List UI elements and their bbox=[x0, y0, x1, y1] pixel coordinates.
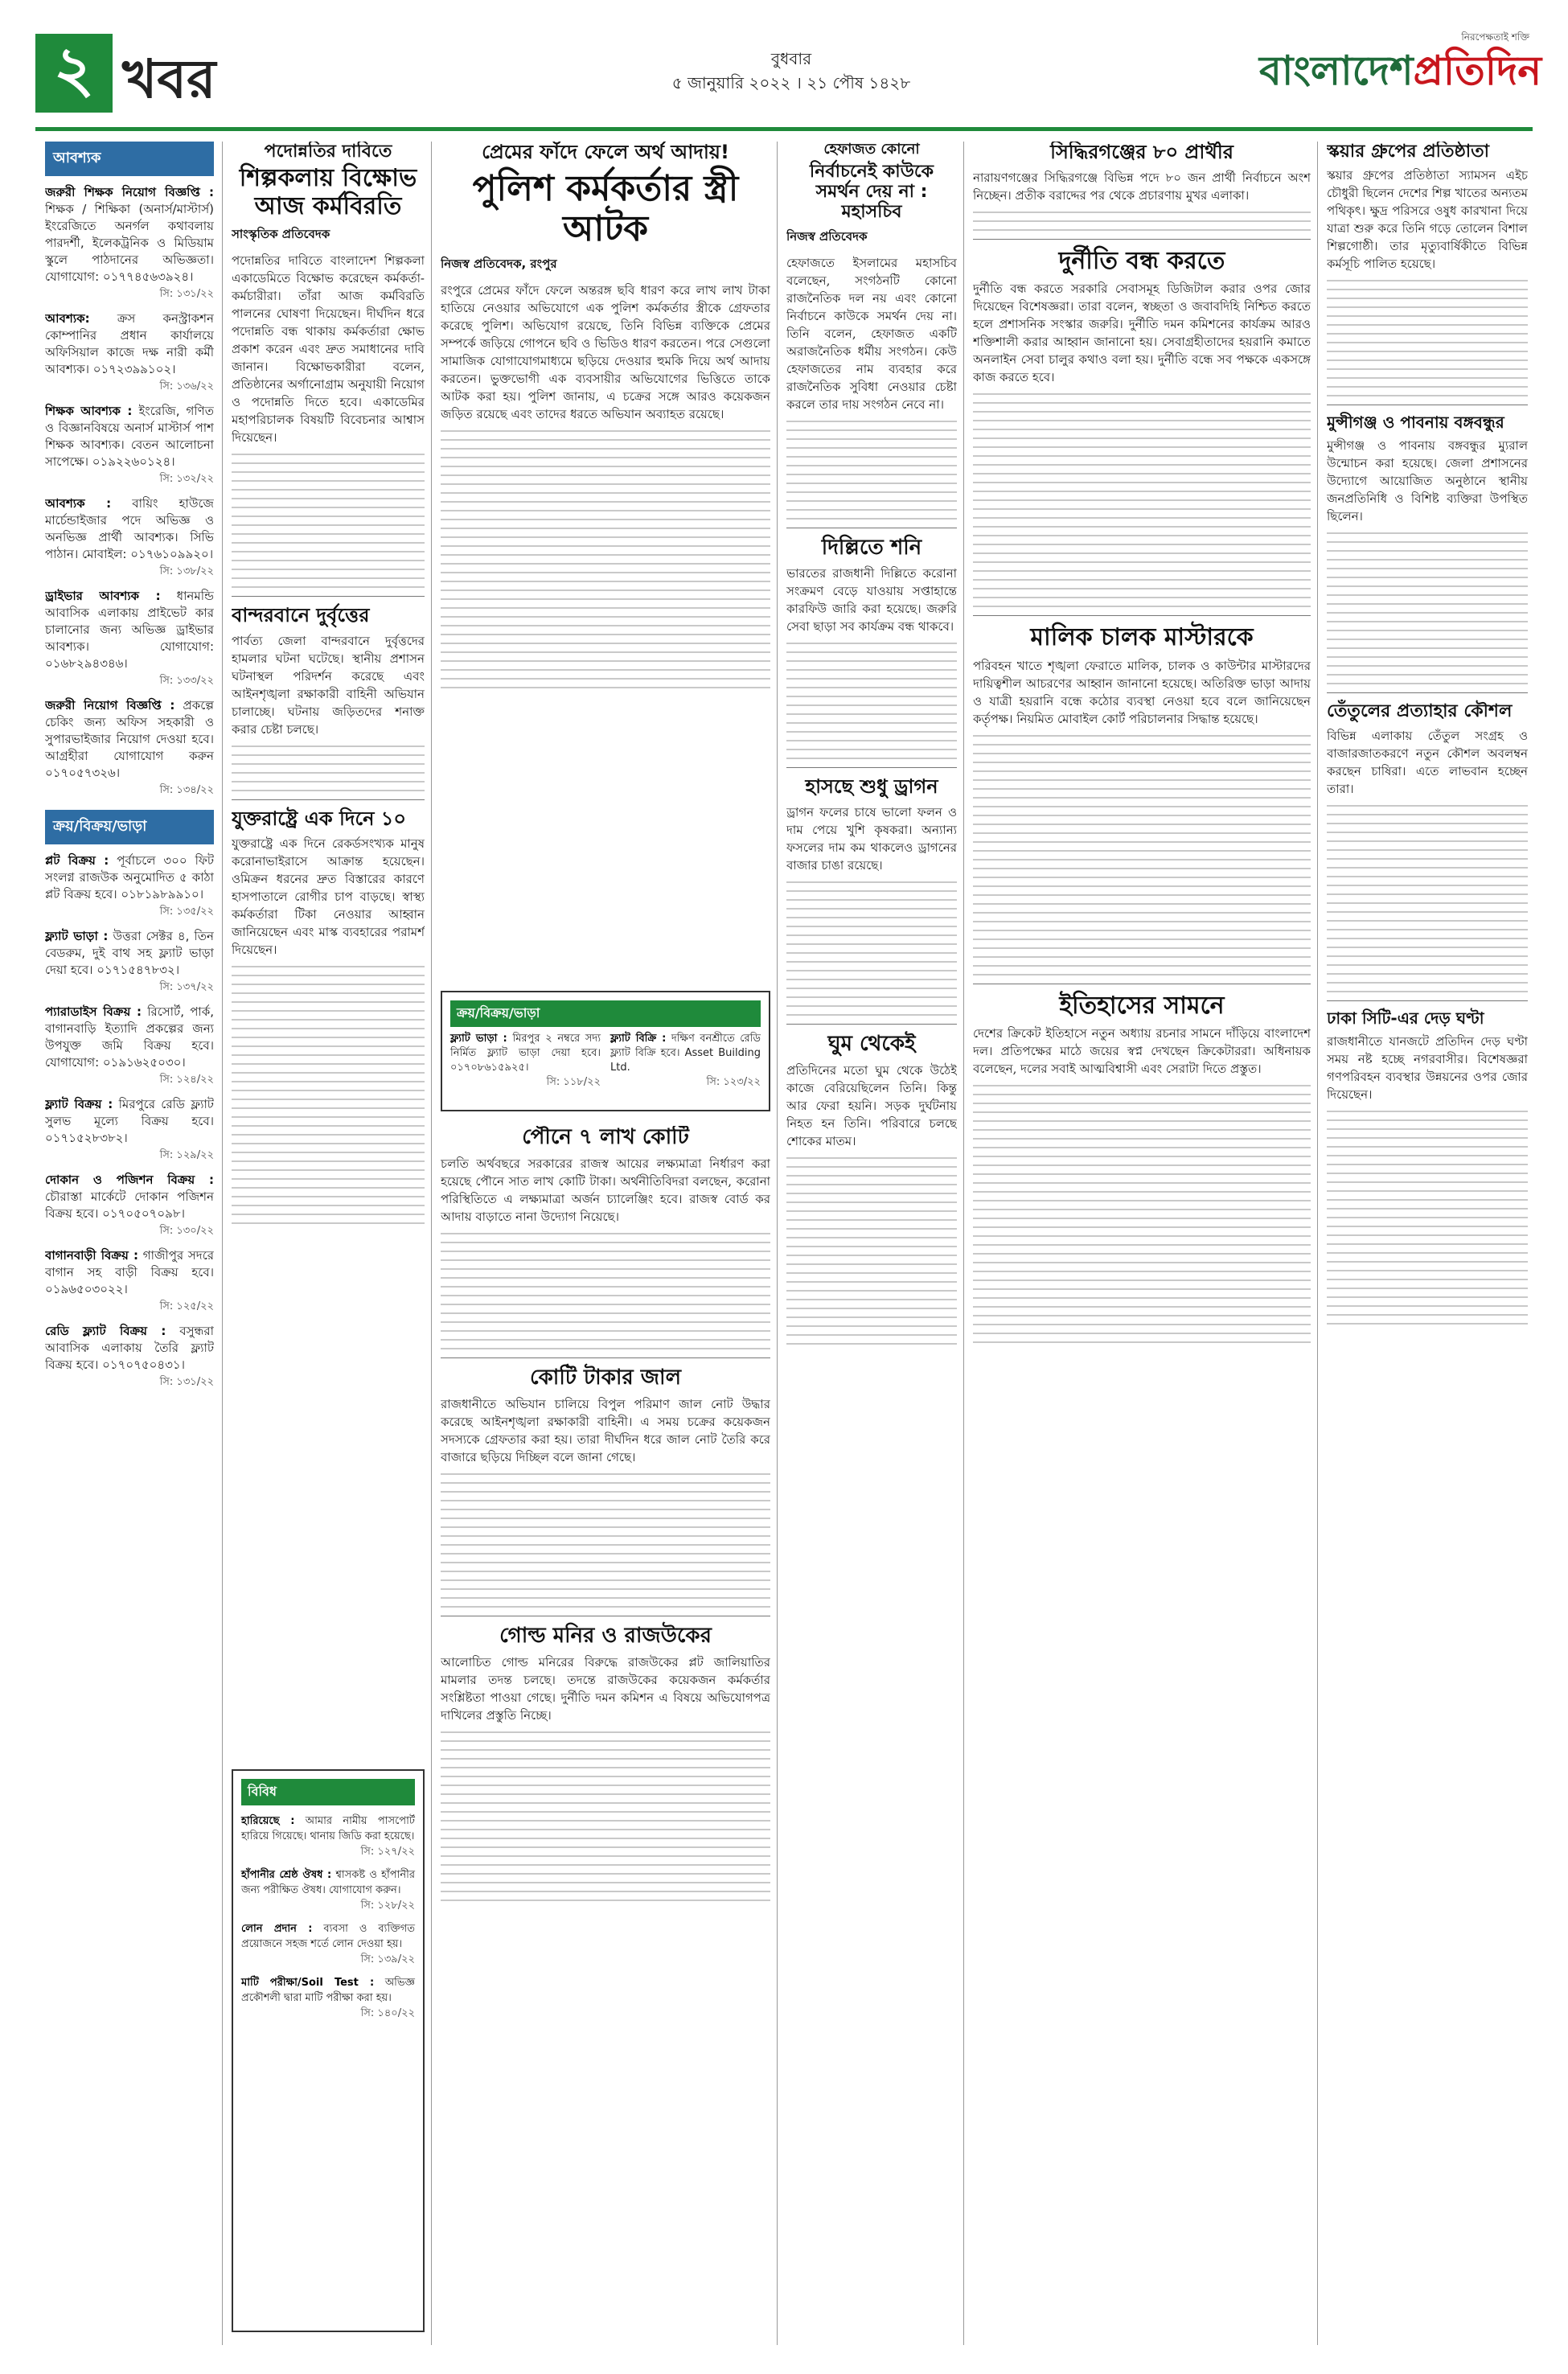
sale-text: মিরপুরে রেডি ফ্ল্যাট সুলভ মূল্যে বিক্রয় হবে। ০১৭১৫২৮৩৮২। bbox=[45, 1097, 214, 1145]
sale-title: প্লট বিক্রয় : bbox=[45, 853, 109, 868]
sale-list bbox=[45, 852, 214, 1390]
classified-item bbox=[45, 310, 214, 395]
sale-title: দোকান ও পজিশন বিক্রয় : bbox=[45, 1173, 214, 1187]
mini-classified-item bbox=[610, 1032, 761, 1090]
sirajganj-story[interactable] bbox=[973, 142, 1311, 231]
sale-title: প্যারাডাইস বিক্রয় : bbox=[45, 1004, 142, 1019]
sale-title: ফ্ল্যাট ভাড়া : bbox=[45, 929, 109, 943]
text-filler bbox=[786, 421, 957, 520]
us-story[interactable] bbox=[232, 808, 425, 1225]
misc-title: মাটি পরীক্ষা/Soil Test : bbox=[241, 1977, 375, 1989]
sale-ref: সি: ১২৪/২২ bbox=[159, 1074, 214, 1086]
divider bbox=[232, 596, 425, 597]
misc-text: ব্যবসা ও ব্যক্তিগত প্রয়োজনে সহজ শর্তে লোন দেওয়া হয়। bbox=[241, 1923, 415, 1950]
port-body: পার্বত্য জেলা বান্দরবানে দুর্বৃত্তদের হামলার ঘটনা ঘটেছে। স্থানীয় প্রশাসন ঘটনাস্থল পরিদর্শন করেছে এবং আইনশৃঙ্খলা রক্ষাকারী বাহিনী অভিযান চালাচ্ছে। ঘটনায় জড়িতদের শনাক্ত করার চেষ্টা চলছে। bbox=[232, 633, 425, 737]
ghum-headline: ঘুম থেকেই bbox=[827, 1032, 916, 1057]
misc-ref: সি: ১৪০/২২ bbox=[360, 2007, 415, 2019]
tetul-headline: তেঁতুলের প্রত্যাহার কৌশল bbox=[1327, 701, 1513, 722]
misc-item bbox=[241, 1975, 415, 2021]
misc-title: হাঁপানীর শ্রেষ্ঠ ঔষধ : bbox=[241, 1869, 332, 1881]
itihas-headline: ইতিহাসের সামনে bbox=[1059, 991, 1225, 1020]
malik-story[interactable] bbox=[973, 624, 1311, 975]
munshiganj-story[interactable] bbox=[1327, 413, 1528, 684]
text-filler bbox=[1327, 1111, 1528, 1325]
durniti-headline: দুর্নীতি বন্ধ করতে bbox=[1058, 246, 1225, 275]
sale-item bbox=[45, 1004, 214, 1088]
sirajganj-headline: সিদ্ধিরগঞ্জের ৮০ প্রার্থীর bbox=[1050, 142, 1233, 163]
brand-tagline: নিরপেক্ষতাই শক্তি bbox=[1461, 31, 1529, 43]
sub-body: চলতি অর্থবছরে সরকারের রাজস্ব আয়ের লক্ষ্যমাত্রা নির্ধারণ করা হয়েছে পৌনে সাত লাখ কোটি টাকা। অর্থনীতিবিদরা বলছেন, করোনা পরিস্থিতিতে এ লক্ষ্যমাত্রা অর্জন চ্যালেঞ্জিং হবে। রাজস্ব বোর্ড কর আদায় বাড়াতে নানা উদ্যোগ নিয়েছে। bbox=[441, 1156, 770, 1224]
divider bbox=[232, 799, 425, 800]
misc-text: শ্বাসকষ্ট ও হাঁপানীর জন্য পরীক্ষিত ঔষধ। যোগাযোগ করুন। bbox=[241, 1869, 415, 1896]
sub-headline: পৌনে ৭ লাখ কোটি bbox=[522, 1126, 689, 1149]
classified-text: প্রকল্পে চেকিং জন্য অফিস সহকারী ও সুপারভাইজার নিয়োগ দেওয়া হবে। আগ্রহীরা যোগাযোগ করুন ০১৭০৫৭৩২৬। bbox=[45, 698, 214, 780]
sub-headline: গোল্ড মনির ও রাজউকের bbox=[499, 1623, 712, 1648]
classified-item bbox=[45, 588, 214, 689]
misc-text: আমার নামীয় পাসপোর্ট হারিয়ে গিয়েছে। থানায় জিডি করা হয়েছে। bbox=[241, 1815, 415, 1842]
divider bbox=[786, 1024, 957, 1025]
sale-ref: সি: ১৩০/২২ bbox=[159, 1225, 214, 1237]
classified-title: জরুরী নিয়োগ বিজ্ঞপ্তি : bbox=[45, 698, 175, 713]
text-filler bbox=[232, 745, 425, 791]
art-kicker: পদোন্নতির দাবিতে bbox=[264, 142, 392, 162]
munshiganj-headline: মুন্সীগঞ্জ ও পাবনায় বঙ্গবন্ধুর bbox=[1327, 413, 1504, 433]
ghum-story[interactable] bbox=[786, 1033, 957, 1345]
misc-title: হারিয়েছে : bbox=[241, 1815, 295, 1827]
sub-body: আলোচিত গোল্ড মনিরের বিরুদ্ধে রাজউকের প্লট জালিয়াতির মামলার তদন্ত চলছে। তদন্তে রাজউকের কয়েকজন কর্মকর্তার সংশ্লিষ্টতা পাওয়া গেছে। দুর্নীতি দমন কমিশন এ বিষয়ে অভিযোগপত্র দাখিলের প্রস্তুতি নিচ্ছে। bbox=[441, 1654, 770, 1723]
mini-title: ফ্ল্যাট বিক্রি : bbox=[610, 1033, 667, 1045]
tetul-body: বিভিন্ন এলাকায় তেঁতুল সংগ্রহ ও বাজারজাতকরণে নতুন কৌশল অবলম্বন করছেন চাষিরা। এতে লাভবান হচ্ছেন তারা। bbox=[1327, 728, 1528, 796]
text-filler bbox=[441, 1473, 770, 1608]
durniti-story[interactable] bbox=[973, 248, 1311, 608]
classified-ref: সি: ১৩১/২২ bbox=[159, 288, 214, 300]
sale-title: বাগানবাড়ী বিক্রয় : bbox=[45, 1248, 139, 1263]
classified-item bbox=[45, 184, 214, 302]
art-headline: শিল্পকলায় বিক্ষোভ আজ কর্মবিরতি bbox=[239, 164, 417, 220]
itihas-body: দেশের ক্রিকেট ইতিহাসে নতুন অধ্যায় রচনার সামনে দাঁড়িয়ে বাংলাদেশ দল। প্রতিপক্ষের মাঠে জয়ের স্বপ্ন দেখছেন ক্রিকেটাররা। অধিনায়ক বলেছেন, দলের সবাই আত্মবিশ্বাসী এবং সেরাটা দিতে প্রস্তুত। bbox=[973, 1026, 1311, 1077]
port-headline: বান্দরবানে দুর্বৃত্তের bbox=[232, 604, 370, 627]
lead-byline: নিজস্ব প্রতিবেদক, রংপুর bbox=[441, 256, 557, 271]
lead-kicker: প্রেমের ফাঁদে ফেলে অর্থ আদায়! bbox=[482, 142, 729, 163]
sub-story-block bbox=[441, 1126, 770, 2332]
sale-title: ফ্ল্যাট বিক্রয় : bbox=[45, 1097, 113, 1111]
misc-heading: বিবিধ bbox=[241, 1779, 415, 1805]
column-divider bbox=[777, 142, 778, 2345]
classified-item bbox=[45, 697, 214, 799]
sale-item bbox=[45, 1096, 214, 1164]
column-divider bbox=[222, 142, 223, 2345]
text-filler bbox=[1327, 805, 1528, 992]
us-body: যুক্তরাষ্ট্রে এক দিনে রেকর্ডসংখ্যক মানুষ করোনাভাইরাসে আক্রান্ত হয়েছেন। ওমিক্রন ধরনের দ্রুত বিস্তারের কারণে হাসপাতালে রোগীর চাপ বাড়ছে। স্বাস্থ্য কর্মকর্তারা টিকা নেওয়ার আহ্বান জানিয়েছেন এবং মাস্ক ব্যবহারের পরামর্শ দিয়েছেন। bbox=[232, 836, 425, 958]
mini-text: দক্ষিণ বনশ্রীতে রেডি ফ্ল্যাট বিক্রি হবে। Asset Building Ltd. bbox=[610, 1033, 761, 1074]
classified-title: আবশ্যক: bbox=[45, 311, 90, 326]
mini-text: মিরপুর ২ নম্বরে সদ্য নির্মিত ফ্ল্যাট ভাড়া দেয়া হবে। ০১৭০৮৬১৫৯২৫। bbox=[450, 1033, 601, 1074]
column-divider bbox=[963, 142, 964, 2345]
classified-title: ড্রাইভার আবশ্যক : bbox=[45, 589, 161, 603]
delhi-body: ভারতের রাজধানী দিল্লিতে করোনা সংক্রমণ বেড়ে যাওয়ায় সপ্তাহান্তে কারফিউ জারি করা হয়েছে। জরুরি সেবা ছাড়া সব কার্যক্রম বন্ধ থাকবে। bbox=[786, 566, 957, 635]
hefazat-story[interactable] bbox=[786, 142, 957, 520]
brand-part1: বাংলাদেশ bbox=[1259, 47, 1414, 94]
sale-ref: সি: ১২৯/২২ bbox=[159, 1149, 214, 1161]
column-divider bbox=[431, 142, 432, 2345]
us-headline: যুক্তরাষ্ট্রে এক দিনে ১০ bbox=[232, 807, 406, 830]
itihas-story[interactable] bbox=[973, 992, 1311, 1344]
classified-title: শিক্ষক আবশ্যক : bbox=[45, 404, 133, 418]
classifieds-heading: আবশ্যক bbox=[45, 142, 214, 176]
dragon-body: ড্রাগন ফলের চাষে ভালো ফলন ও দাম পেয়ে খুশি কৃষকরা। অন্যান্য ফসলের দাম কম থাকলেও ড্রাগনের বাজার চাঙা রয়েছে। bbox=[786, 805, 957, 873]
hefazat-kicker: হেফাজত কোনো bbox=[823, 142, 920, 158]
sale-text: পূর্বাচলে ৩০০ ফিট সংলগ্ন রাজউক অনুমোদিত ৫ কাঠা প্লট বিক্রয় হবে। ০১৮১৯৮৯৯১০। bbox=[45, 853, 214, 902]
sale-item bbox=[45, 852, 214, 920]
classified-title: আবশ্যক : bbox=[45, 496, 112, 511]
text-filler bbox=[1327, 532, 1528, 684]
sale-ref: সি: ১৩১/২২ bbox=[159, 1376, 214, 1388]
dragon-story[interactable] bbox=[786, 776, 957, 1016]
sale-text: উত্তরা সেক্টর ৪, তিন বেডরুম, দুই বাথ সহ ফ্ল্যাট ভাড়া দেয়া হবে। ০১৭১৫৪৭৮৩২। bbox=[45, 929, 214, 977]
art-story[interactable] bbox=[232, 142, 425, 588]
brand-part2: প্রতিদিন bbox=[1413, 47, 1542, 94]
page-number: ২ bbox=[35, 34, 113, 113]
mini-classifieds-list bbox=[450, 1032, 761, 1098]
classified-text: ধানমন্ডি আবাসিক এলাকায় প্রাইভেট কার চালানোর জন্য অভিজ্ঞ ড্রাইভার আবশ্যক। যোগাযোগ: ০১৬৮২৯৪৩৪৬। bbox=[45, 589, 214, 671]
classified-text: বায়িং হাউজে মার্চেন্ডাইজার পদে অভিজ্ঞ ও অনভিজ্ঞ প্রার্থী আবশ্যক। সিভি পাঠান। মোবাইল: ০১৭৬১০৯৯২০। bbox=[45, 496, 214, 561]
art-byline: সাংস্কৃতিক প্রতিবেদক bbox=[232, 227, 330, 242]
classified-ref: সি: ১৩৪/২২ bbox=[159, 784, 214, 796]
misc-ref: সি: ১২৭/২২ bbox=[360, 1846, 415, 1858]
sale-ref: সি: ১৩৭/২২ bbox=[159, 981, 214, 993]
text-filler bbox=[786, 1157, 957, 1345]
square-story[interactable] bbox=[1327, 142, 1528, 396]
sub-story[interactable] bbox=[441, 1126, 770, 1349]
classified-ref: সি: ১৩৮/২২ bbox=[159, 565, 214, 577]
classifieds-column bbox=[45, 142, 214, 2345]
text-filler bbox=[786, 643, 957, 759]
dhaka-headline: ঢাকা সিটি-এর দেড় ঘণ্টা bbox=[1327, 1008, 1484, 1028]
misc-item bbox=[241, 1867, 415, 1913]
text-filler bbox=[441, 430, 770, 688]
sale-text: চৌরাস্তা মার্কেটে দোকান পজিশন বিক্রয় হবে। ০১৭০৫০৭০৯৮। bbox=[45, 1189, 214, 1221]
mini-classifieds-heading: ক্রয়/বিক্রয়/ভাড়া bbox=[450, 1000, 761, 1027]
classified-title: জরুরী শিক্ষক নিয়োগ বিজ্ঞপ্তি : bbox=[45, 185, 214, 199]
sale-text: রিসোর্ট, পার্ক, বাগানবাড়ি ইত্যাদি প্রকল্পের জন্য উপযুক্ত জমি বিক্রয় হবে। যোগাযোগ: ০১৯১৬২৫০৩০। bbox=[45, 1004, 214, 1070]
classified-ref: সি: ১৩৬/২২ bbox=[159, 380, 214, 392]
text-filler bbox=[973, 1085, 1311, 1343]
lead-body: রংপুরে প্রেমের ফাঁদে ফেলে অন্তরঙ্গ ছবি ধারণ করে লাখ লাখ টাকা হাতিয়ে নেওয়ার অভিযোগে এক পুলিশ কর্মকর্তার স্ত্রীকে গ্রেফতার করেছে পুলিশ। অভিযোগ রয়েছে, তিনি বিভিন্ন ব্যক্তিকে প্রেমের সম্পর্কে জড়িয়ে গোপনে ছবি ও ভিডিও ধারণ করতেন। পরে সেগুলো সামাজিক যোগাযোগমাধ্যমে ছড়িয়ে দেওয়ার হুমকি দিয়ে অর্থ আদায় করতেন। ভুক্তভোগী এক ব্যবসায়ীর অভিযোগের ভিত্তিতে তাকে আটক করা হয়। পুলিশ জানায়, এ চক্রের সঙ্গে আরও কয়েকজন জড়িত রয়েছে এবং তাদের ধরতে অভিযান অব্যাহত রয়েছে। bbox=[441, 282, 770, 421]
divider bbox=[441, 1357, 770, 1358]
sirajganj-body: নারায়ণগঞ্জের সিদ্ধিরগঞ্জে বিভিন্ন পদে ৮০ জন প্রার্থী নির্বাচনে অংশ নিচ্ছেন। প্রতীক বরাদ্দের পর থেকে প্রচারণায় মুখর এলাকা। bbox=[973, 170, 1311, 203]
sale-item bbox=[45, 1247, 214, 1315]
mini-classifieds-box bbox=[441, 991, 770, 1111]
divider bbox=[1327, 1000, 1528, 1001]
text-filler bbox=[973, 735, 1311, 975]
divider bbox=[786, 767, 957, 768]
sale-heading: ক্রয়/বিক্রয়/ভাড়া bbox=[45, 810, 214, 844]
sub-headline: কোটি টাকার জাল bbox=[530, 1365, 681, 1390]
classified-text: ক্রস কনস্ট্রাকশন কোম্পানির প্রধান কার্যালয়ে অফিসিয়াল কাজে দক্ষ নারী কর্মী আবশ্যক। ০১৭২৩৯৯১০২। bbox=[45, 311, 214, 376]
dhaka-body: রাজধানীতে যানজটে প্রতিদিন দেড় ঘণ্টা সময় নষ্ট হচ্ছে নগরবাসীর। বিশেষজ্ঞরা গণপরিবহন ব্যবস্থার উন্নয়নের ওপর জোর দিয়েছেন। bbox=[1327, 1033, 1528, 1102]
dragon-headline: হাসছে শুধু ড্রাগন bbox=[805, 775, 938, 799]
misc-text: অভিজ্ঞ প্রকৌশলী দ্বারা মাটি পরীক্ষা করা হয়। bbox=[241, 1977, 415, 2004]
text-filler bbox=[786, 881, 957, 1016]
masthead bbox=[35, 31, 1542, 125]
square-headline: স্কয়ার গ্রুপের প্রতিষ্ঠাতা bbox=[1327, 142, 1490, 162]
malik-body: পরিবহন খাতে শৃঙ্খলা ফেরাতে মালিক, চালক ও কাউন্টার মাস্টারদের দায়িত্বশীল আচরণের আহ্বান জানানো হয়েছে। অতিরিক্ত ভাড়া আদায় ও যাত্রী হয়রানি বন্ধে কঠোর ব্যবস্থা নেওয়া হবে বলে জানিয়েছেন কর্তৃপক্ষ। নিয়মিত মোবাইল কোর্ট পরিচালনার সিদ্ধান্ত হয়েছে। bbox=[973, 658, 1311, 726]
sale-text: বসুন্ধরা আবাসিক এলাকায় তৈরি ফ্ল্যাট বিক্রয় হবে। ০১৭০৭৫০৪৩১। bbox=[45, 1324, 214, 1372]
column-five bbox=[973, 142, 1311, 2345]
sub-story[interactable] bbox=[441, 1624, 770, 1901]
sale-ref: সি: ১২৫/২২ bbox=[159, 1300, 214, 1312]
mini-title: ফ্ল্যাট ভাড়া : bbox=[450, 1033, 507, 1045]
sub-story[interactable] bbox=[441, 1366, 770, 1608]
sub-body: রাজধানীতে অভিযান চালিয়ে বিপুল পরিমাণ জাল নোট উদ্ধার করেছে আইনশৃঙ্খলা রক্ষাকারী বাহিনী। এ সময় চক্রের কয়েকজন সদস্যকে গ্রেফতার করা হয়। তারা দীর্ঘদিন ধরে জাল নোট তৈরি করে বাজারে ছড়িয়ে দিচ্ছিল বলে জানা গেছে। bbox=[441, 1396, 770, 1464]
sale-title: রেডি ফ্ল্যাট বিক্রয় : bbox=[45, 1324, 166, 1338]
column-four bbox=[786, 142, 957, 2345]
dateline bbox=[566, 47, 1016, 95]
classified-text: ইংরেজি, গণিত ও বিজ্ঞানবিষয়ে অনার্স মাস্টার্স পাশ শিক্ষক আবশ্যক। বেতন আলোচনা সাপেক্ষে। ০১৯২২৬০১২৪। bbox=[45, 404, 214, 469]
hefazat-body: হেফাজতে ইসলামের মহাসচিব বলেছেন, সংগঠনটি কোনো রাজনৈতিক দল নয় এবং কোনো নির্বাচনে কাউকে সমর্থন দেয় না। তিনি বলেন, হেফাজত একটি অরাজনৈতিক ধর্মীয় সংগঠন। কেউ হেফাজতের নাম ব্যবহার করে রাজনৈতিক সুবিধা নেওয়ার চেষ্টা করলে তার দায় সংগঠন নেবে না। bbox=[786, 255, 957, 412]
classified-text: শিক্ষক / শিক্ষিকা (অনার্স/মাস্টার্স) ইংরেজিতে অনর্গল কথাবলায় পারদর্শী, ইলেকট্রনিক ও মিডিয়াম স্কুলে পাঠদানের অভিজ্ঞতা। যোগাযোগ: ০১৭৭৪৫৬৩৯২৪। bbox=[45, 202, 214, 284]
mini-ref: সি: ১২৩/২২ bbox=[706, 1076, 761, 1088]
header-rule bbox=[35, 127, 1533, 131]
section-name: খবর bbox=[122, 48, 216, 110]
sale-item bbox=[45, 1323, 214, 1390]
text-filler bbox=[973, 393, 1311, 607]
text-filler bbox=[441, 1731, 770, 1901]
malik-headline: মালিক চালক মাস্টারকে bbox=[1030, 623, 1254, 652]
mini-classified-item bbox=[450, 1032, 601, 1090]
misc-ref: সি: ১২৮/২২ bbox=[360, 1900, 415, 1912]
sale-text: গাজীপুর সদরে বাগান সহ বাড়ী বিক্রয় হবে। ০১৯৬৫০৩০২২। bbox=[45, 1248, 214, 1296]
brand-name bbox=[1259, 47, 1542, 95]
dhaka-story[interactable] bbox=[1327, 1009, 1528, 1325]
divider bbox=[1327, 692, 1528, 693]
durniti-body: দুর্নীতি বন্ধ করতে সরকারি সেবাসমূহ ডিজিটাল করার ওপর জোর দিয়েছেন বিশেষজ্ঞরা। তারা বলেন, স্বচ্ছতা ও জবাবদিহি নিশ্চিত করতে হলে প্রশাসনিক সংস্কার জরুরি। দুর্নীতি দমন কমিশনের কার্যক্রম আরও শক্তিশালী করার আহ্বান জানানো হয়। সেবাগ্রহীতাদের হয়রানি কমাতে অনলাইন সেবা চালুর কথাও বলা হয়। দুর্নীতি বন্ধে সব পক্ষকে একসঙ্গে কাজ করতে হবে। bbox=[973, 281, 1311, 385]
square-body: স্কয়ার গ্রুপের প্রতিষ্ঠাতা স্যামসন এইচ চৌধুরী ছিলেন দেশের শিল্প খাতের অন্যতম পথিকৃৎ। ক্ষুদ্র পরিসরে ওষুধ কারখানা দিয়ে যাত্রা শুরু করে তিনি গড়ে তোলেন বিশাল শিল্পগোষ্ঠী। তার মৃত্যুবার্ষিকীতে বিভিন্ন কর্মসূচি পালিত হয়েছে। bbox=[1327, 168, 1528, 272]
misc-title: লোন প্রদান : bbox=[241, 1923, 313, 1935]
munshiganj-body: মুন্সীগঞ্জ ও পাবনায় বঙ্গবন্ধুর ম্যুরাল উন্মোচন করা হয়েছে। জেলা প্রশাসনের উদ্যোগে আয়োজিত অনুষ্ঠানে স্থানীয় জনপ্রতিনিধি ও বিশিষ্ট ব্যক্তিরা উপস্থিত ছিলেন। bbox=[1327, 438, 1528, 524]
delhi-story[interactable] bbox=[786, 536, 957, 760]
sale-item bbox=[45, 1172, 214, 1239]
classified-item bbox=[45, 495, 214, 580]
misc-item bbox=[241, 1921, 415, 1967]
sale-ref: সি: ১৩৫/২২ bbox=[159, 906, 214, 918]
delhi-headline: দিল্লিতে শনি bbox=[821, 535, 922, 560]
misc-box bbox=[232, 1769, 425, 2332]
text-filler bbox=[973, 212, 1311, 231]
misc-ref: সি: ১৩৯/২২ bbox=[360, 1953, 415, 1965]
art-body: পদোন্নতির দাবিতে বাংলাদেশ শিল্পকলা একাডেমিতে বিক্ষোভ করেছেন কর্মকর্তা-কর্মচারীরা। তাঁরা আজ কর্মবিরতি পালনের ঘোষণা দিয়েছেন। দীর্ঘদিন ধরে পদোন্নতি বন্ধ থাকায় কর্মকর্তারা ক্ষোভ প্রকাশ করেন এবং দ্রুত সমাধানের দাবি জানান। বিক্ষোভকারীরা বলেন, প্রতিষ্ঠানের অর্গানোগ্রাম অনুযায়ী নিয়োগ ও পদোন্নতি দিতে হবে। একাডেমির মহাপরিচালক বিষয়টি বিবেচনার আশ্বাস দিয়েছেন। bbox=[232, 253, 425, 446]
divider bbox=[973, 239, 1311, 240]
classified-item bbox=[45, 403, 214, 487]
lead-story[interactable] bbox=[441, 142, 770, 1090]
tetul-story[interactable] bbox=[1327, 701, 1528, 992]
column-six bbox=[1327, 142, 1528, 2345]
sale-item bbox=[45, 928, 214, 996]
classified-ref: সি: ১৩২/২২ bbox=[159, 473, 214, 485]
hefazat-byline: নিজস্ব প্রতিবেদক bbox=[786, 228, 868, 244]
column-divider bbox=[1317, 142, 1318, 2345]
lead-headline: পুলিশ কর্মকর্তার স্ত্রী আটক bbox=[472, 167, 739, 250]
text-filler bbox=[232, 454, 425, 588]
brand-logo[interactable] bbox=[1259, 31, 1542, 119]
weekday: বুধবার bbox=[770, 49, 812, 68]
text-filler bbox=[232, 966, 425, 1224]
hefazat-headline: নির্বাচনেই কাউকে সমর্থন দেয় না : মহাসচিব bbox=[809, 161, 934, 223]
date: ৫ জানুয়ারি ২০২২ । ২১ পৌষ ১৪২৮ bbox=[671, 73, 911, 92]
port-story[interactable] bbox=[232, 605, 425, 791]
classifieds-list bbox=[45, 184, 214, 799]
text-filler bbox=[1327, 280, 1528, 396]
divider bbox=[973, 615, 1311, 616]
misc-item bbox=[241, 1813, 415, 1859]
text-filler bbox=[441, 1233, 770, 1349]
ghum-body: প্রতিদিনের মতো ঘুম থেকে উঠেই কাজে বেরিয়েছিলেন তিনি। কিন্তু আর ফেরা হয়নি। সড়ক দুর্ঘটনায় নিহত হন তিনি। পরিবারে চলছে শোকের মাতম। bbox=[786, 1062, 957, 1148]
classified-ref: সি: ১৩৩/২২ bbox=[159, 675, 214, 687]
mini-ref: সি: ১১৮/২২ bbox=[546, 1076, 601, 1088]
